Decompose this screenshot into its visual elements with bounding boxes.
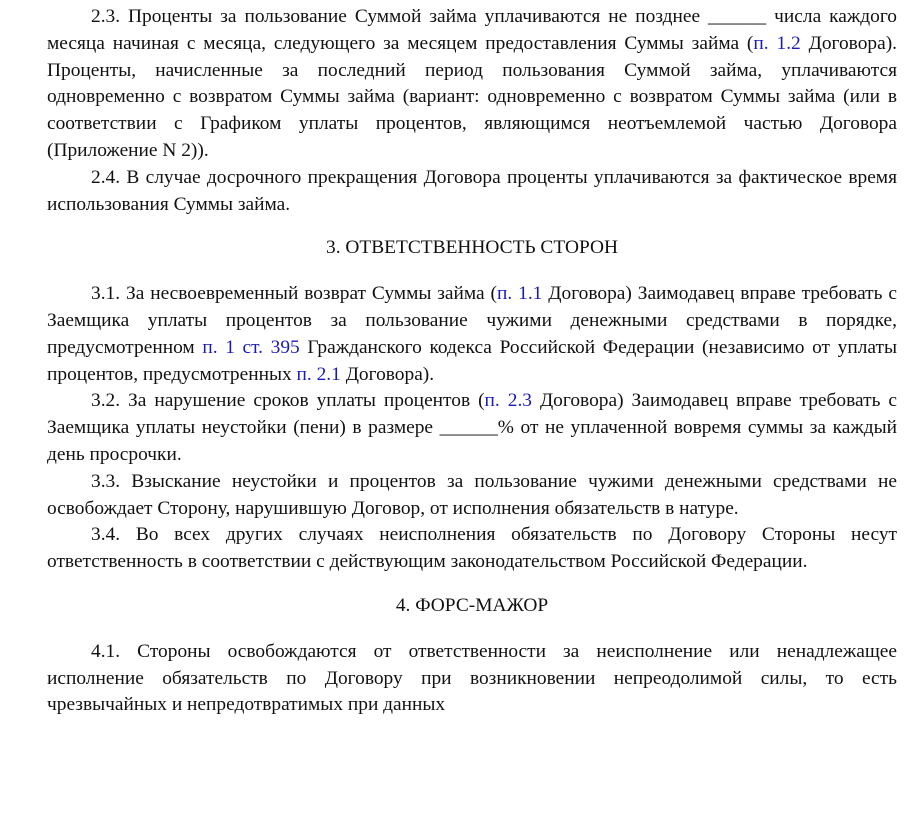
- document-page: [47, 4, 897, 719]
- paragraph-3-1-text-d: Договора).: [340, 363, 435, 385]
- spacer: [47, 262, 897, 281]
- paragraph-2-3: [47, 4, 897, 165]
- link-clause-1-1[interactable]: п. 1.1: [497, 283, 543, 305]
- paragraph-3-4: 3.4. Во всех других случаях неисполнения обязательств по Договору Стороны несут ответственность в соответствии с действующим законодательством Российской Федерации.: [47, 524, 897, 573]
- paragraph-3-2-text-a: 3.2. За нарушение сроков уплаты процентов (: [91, 390, 485, 412]
- spacer: [47, 218, 897, 235]
- paragraph-3-1: [47, 281, 897, 388]
- spacer: [47, 576, 897, 593]
- paragraph-2-3-text-start: 2.3. Проценты за пользование Суммой займа уплачиваются не позднее ______ числа каждого месяца начиная с месяца, следующего за месяцем предоставления Суммы займа (: [47, 6, 897, 54]
- paragraph-3-2: [47, 388, 897, 468]
- link-clause-2-3[interactable]: п. 2.3: [484, 390, 532, 412]
- paragraph-3-1-text-c: Гражданского кодекса Российской Федерации (независимо от уплаты процентов, предусмотренных: [47, 336, 897, 385]
- paragraph-3-2-text-b: Договора) Заимодавец вправе требовать с Заемщика уплаты неустойки (пени) в размере ______% от не уплаченной вовремя суммы за каждый день просрочки.: [47, 390, 897, 465]
- section-4-heading: 4. ФОРС-МАЖОР: [395, 594, 549, 616]
- paragraph-3-1-text-a: 3.1. За несвоевременный возврат Суммы займа (: [91, 283, 498, 305]
- paragraph-2-4: 2.4. В случае досрочного прекращения Договора проценты уплачиваются за фактическое время использования Суммы займа.: [47, 166, 897, 215]
- link-clause-2-1[interactable]: п. 2.1: [296, 363, 341, 385]
- link-article-395[interactable]: п. 1 ст. 395: [202, 336, 300, 358]
- paragraph-3-3: 3.3. Взыскание неустойки и процентов за пользование чужими денежными средствами не освобождает Сторону, нарушившую Договор, от исполнения обязательств в натуре.: [47, 470, 897, 519]
- link-clause-1-2[interactable]: п. 1.2: [753, 32, 801, 54]
- paragraph-3-1-text-b: Договора) Заимодавец вправе требовать с Заемщика уплаты процентов за пользование чужими денежными средствами в порядке, предусмотренном: [47, 283, 897, 358]
- paragraph-4-1: 4.1. Стороны освобождаются от ответственности за неисполнение или ненадлежащее исполнение обязательств по Договору при возникновении непреодолимой силы, то есть чрезвычайных и непредотвратимых при данных: [47, 640, 897, 716]
- section-3-heading: 3. ОТВЕТСТВЕННОСТЬ СТОРОН: [326, 237, 618, 259]
- paragraph-2-3-text-end: Договора). Проценты, начисленные за последний период пользования Суммой займа, уплачиваются одновременно с возвратом Суммы займа (вариант: одновременно с возвратом Суммы займа (или в соответствии с Графиком уплаты процентов, являющимся неотъемлемой частью Договора (Приложение N 2)).: [47, 32, 898, 161]
- spacer: [47, 620, 897, 639]
- viewport-bottom-edge: [0, 812, 920, 830]
